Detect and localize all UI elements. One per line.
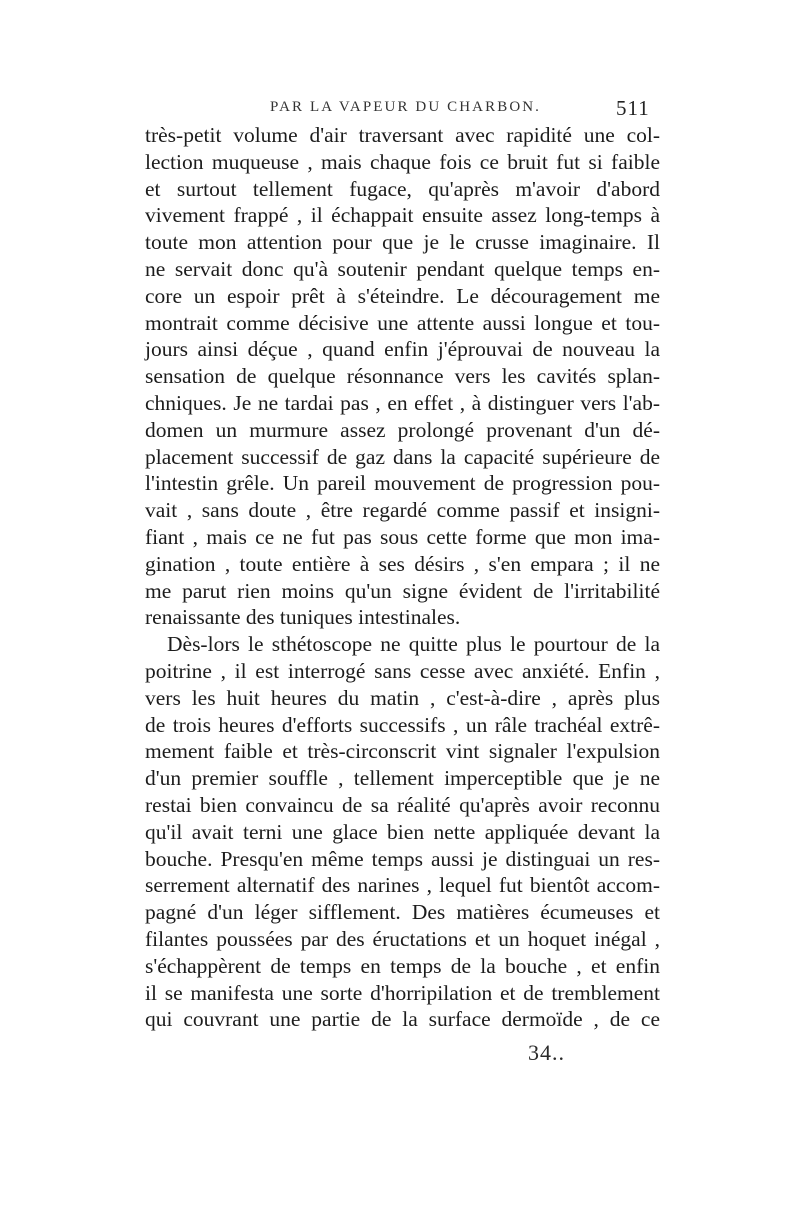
text-line: de trois heures d'efforts successifs , un râle trachéal extrê- bbox=[145, 712, 660, 737]
text-line: montrait comme décisive une attente aussi longue et tou- bbox=[145, 310, 660, 335]
text-line: poitrine , il est interrogé sans cesse avec anxiété. Enfin , bbox=[145, 658, 660, 683]
text-line: bouche. Presqu'en même temps aussi je distinguai un res- bbox=[145, 846, 660, 871]
text-line: l'intestin grêle. Un pareil mouvement de progression pou- bbox=[145, 471, 660, 496]
text-line: vait , sans doute , être regardé comme passif et insigni- bbox=[145, 498, 660, 523]
text-line: sensation de quelque résonnance vers les cavités splan- bbox=[145, 364, 660, 389]
page-number: 511 bbox=[616, 96, 650, 120]
paragraph-2 bbox=[145, 631, 660, 1033]
body-text bbox=[145, 122, 660, 1033]
running-head bbox=[0, 96, 800, 123]
text-line: vers les huit heures du matin , c'est-à-dire , après plus bbox=[145, 685, 660, 710]
text-line: me parut rien moins qu'un signe évident de l'irritabilité bbox=[145, 578, 660, 603]
text-line: jours ainsi déçue , quand enfin j'éprouvai de nouveau la bbox=[145, 337, 660, 362]
text-line: toute mon attention pour que je le crusse imaginaire. Il bbox=[145, 230, 660, 255]
running-title: PAR LA VAPEUR DU CHARBON. bbox=[270, 99, 542, 115]
text-line: serrement alternatif des narines , lequel fut bientôt accom- bbox=[145, 873, 660, 898]
text-line: mement faible et très-circonscrit vint signaler l'expulsion bbox=[145, 739, 660, 764]
signature-mark: 34.. bbox=[528, 1040, 565, 1065]
text-line: très-petit volume d'air traversant avec rapidité une col- bbox=[145, 123, 660, 147]
text-line: qu'il avait terni une glace bien nette appliquée devant la bbox=[145, 819, 660, 844]
text-line: renaissante des tuniques intestinales. bbox=[145, 605, 461, 630]
text-line: il se manifesta une sorte d'horripilation et de tremblement bbox=[145, 980, 660, 1005]
text-line: restai bien convaincu de sa réalité qu'après avoir reconnu bbox=[145, 792, 660, 817]
text-line: core un espoir prêt à s'éteindre. Le découragement me bbox=[145, 283, 660, 308]
text-line: ne servait donc qu'à soutenir pendant quelque temps en- bbox=[145, 256, 660, 281]
text-line: chniques. Je ne tardai pas , en effet , à distinguer vers l'ab- bbox=[145, 390, 660, 415]
text-line: domen un murmure assez prolongé provenant d'un dé- bbox=[145, 417, 660, 442]
text-line: filantes poussées par des éructations et un hoquet inégal , bbox=[145, 926, 660, 951]
text-line: lection muqueuse , mais chaque fois ce bruit fut si faible bbox=[145, 149, 660, 174]
text-line: gination , toute entière à ses désirs , s'en empara ; il ne bbox=[145, 551, 660, 576]
text-line: Dès-lors le sthétoscope ne quitte plus le pourtour de la bbox=[167, 632, 660, 657]
text-line: placement successif de gaz dans la capacité supérieure de bbox=[145, 444, 660, 469]
text-line: s'échappèrent de temps en temps de la bouche , et enfin bbox=[145, 953, 660, 978]
paragraph-1 bbox=[145, 122, 660, 631]
text-line: d'un premier souffle , tellement imperceptible que je ne bbox=[145, 766, 660, 791]
text-line: pagné d'un léger sifflement. Des matières écumeuses et bbox=[145, 900, 660, 925]
text-line: vivement frappé , il échappait ensuite assez long-temps à bbox=[145, 203, 660, 228]
text-line: qui couvrant une partie de la surface dermoïde , de ce bbox=[145, 1007, 660, 1032]
text-line: fiant , mais ce ne fut pas sous cette forme que mon ima- bbox=[145, 524, 660, 549]
text-line: et surtout tellement fugace, qu'après m'avoir d'abord bbox=[145, 176, 660, 201]
